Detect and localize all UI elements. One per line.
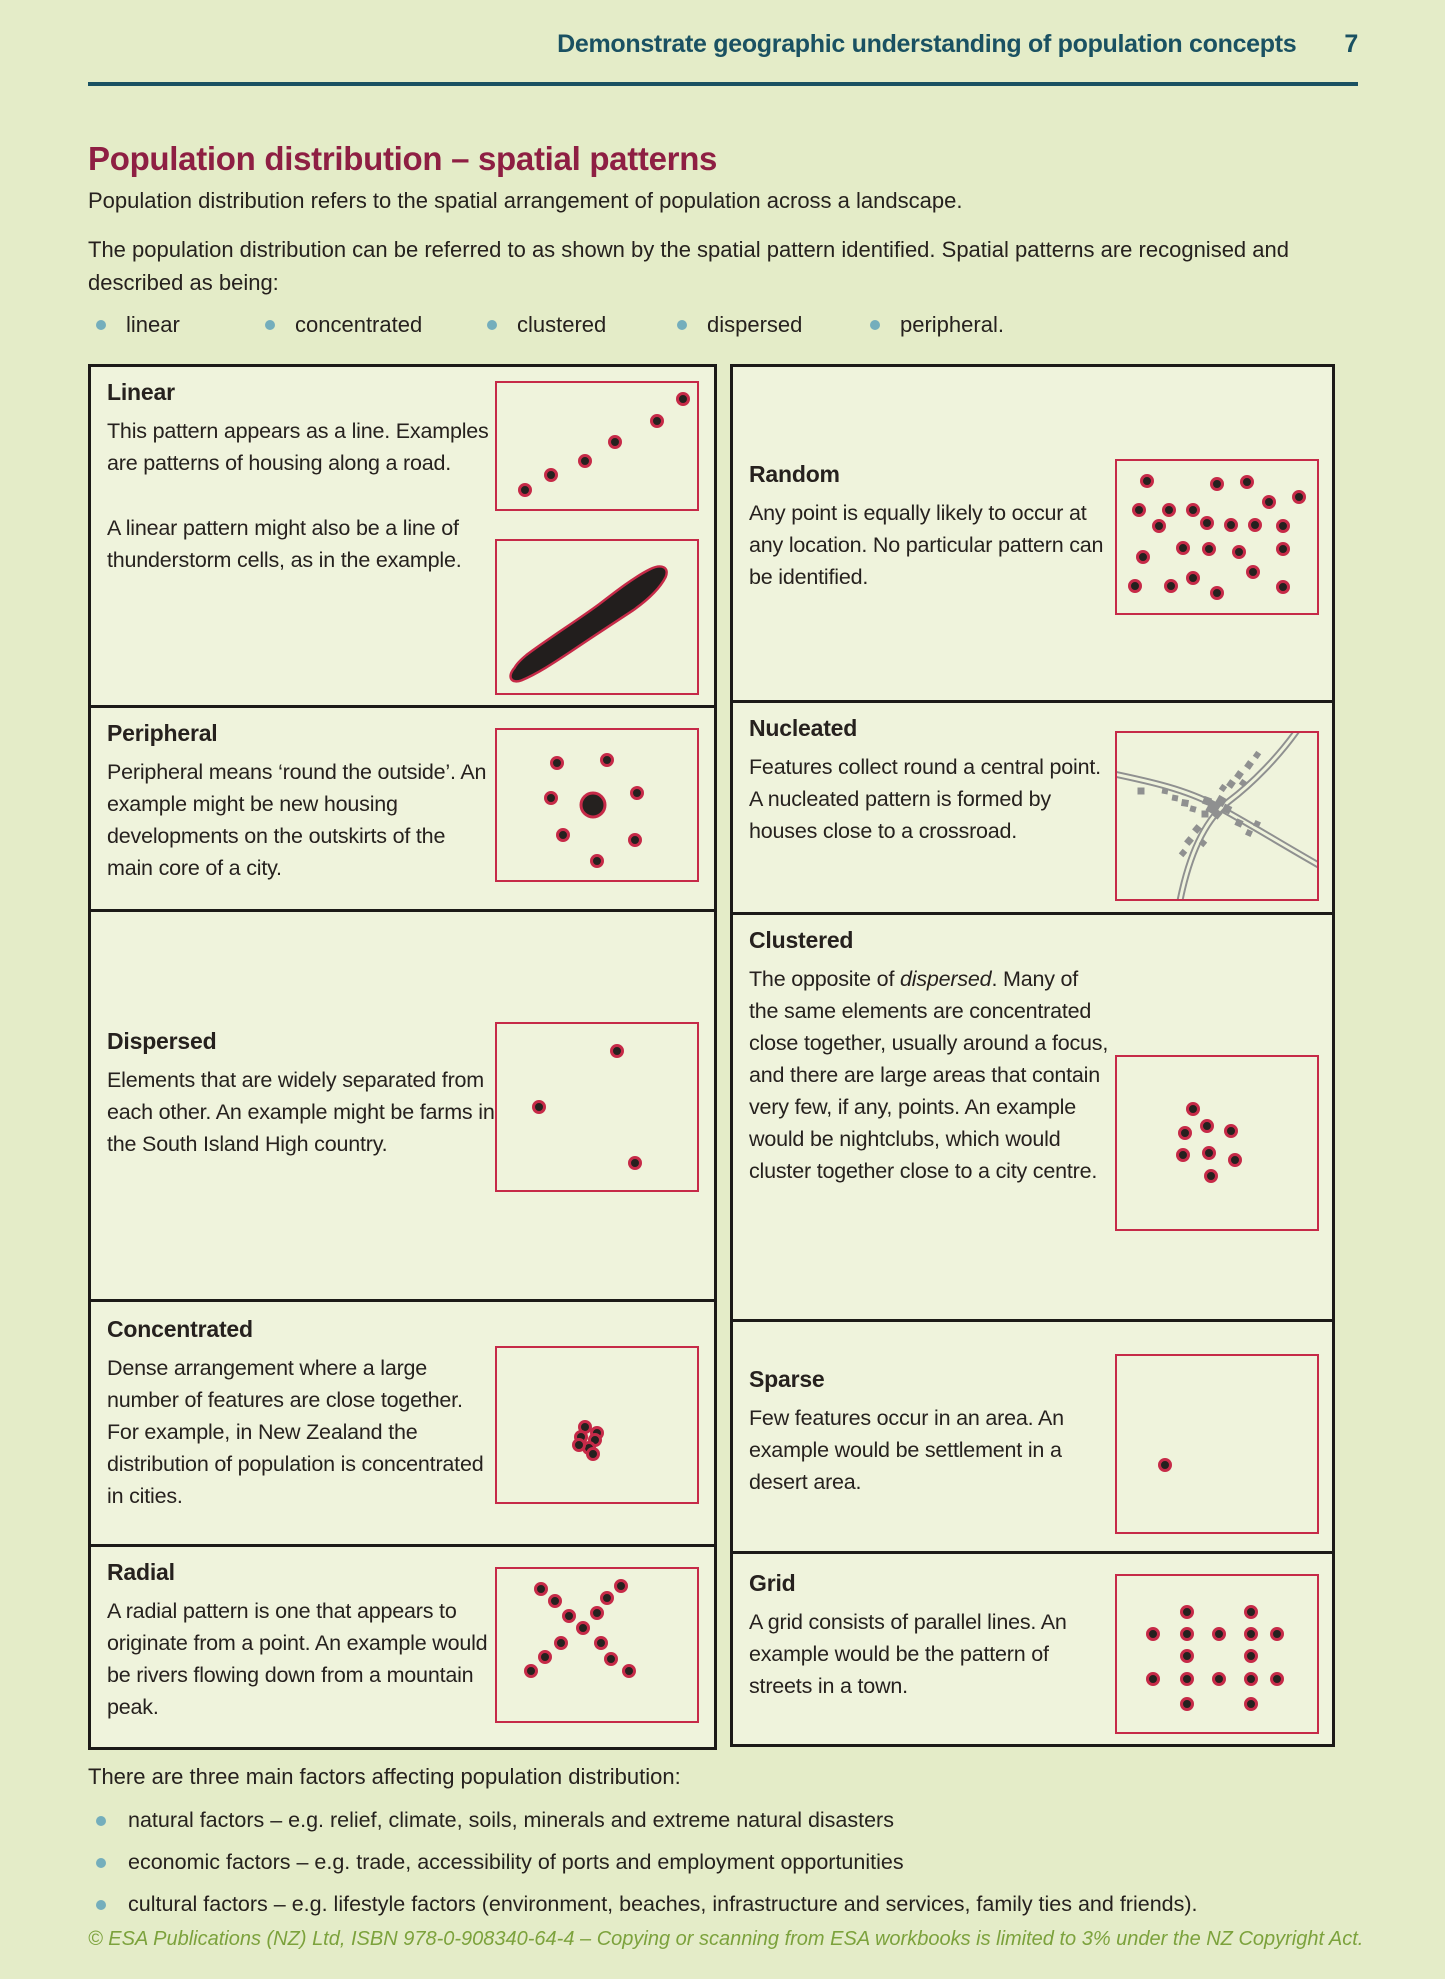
pattern-dot [554, 1636, 568, 1650]
pattern-dot [538, 1650, 552, 1664]
pattern-dot [610, 1044, 624, 1058]
pattern-dot [590, 1606, 604, 1620]
pattern-table-left-column [88, 364, 717, 1750]
pattern-dot [1228, 1153, 1242, 1167]
cell-body: Features collect round a central point. A nucleated pattern is formed by houses close to a crossroad. [749, 755, 1101, 843]
pattern-dot [1136, 550, 1150, 564]
pattern-dot [1270, 1627, 1284, 1641]
bullet-icon [96, 320, 106, 330]
page-header [88, 30, 1358, 59]
pattern-dot [604, 1652, 618, 1666]
house-square [1162, 788, 1169, 795]
pattern-dot [1224, 518, 1238, 532]
pattern-dot [1244, 1672, 1258, 1686]
header-rule [88, 82, 1358, 86]
pattern-dot [578, 454, 592, 468]
diagram-linear-dots [495, 381, 699, 511]
cell-body: Any point is equally likely to occur at any location. No particular pattern can be identified. [749, 501, 1104, 589]
pattern-dot [524, 1664, 538, 1678]
pattern-dot [1244, 1649, 1258, 1663]
pattern-dot [1180, 1627, 1194, 1641]
bullet-item-peripheral: peripheral. [870, 312, 1004, 338]
pattern-dot [1276, 542, 1290, 556]
pattern-dot [1262, 495, 1276, 509]
pattern-dot [550, 756, 564, 770]
diagram-dispersed [495, 1022, 699, 1192]
cell-heading: Peripheral [107, 720, 218, 746]
bullet-icon [870, 320, 880, 330]
pattern-dot [628, 1156, 642, 1170]
house-square [1202, 811, 1209, 818]
copyright-footer: © ESA Publications (NZ) Ltd, ISBN 978-0-908340-64-4 – Copying or scanning from ESA workbooks is limited to 3% under the NZ Copyright Act. [88, 1928, 1364, 1950]
pattern-dot [1140, 474, 1154, 488]
bullet-item-dispersed: dispersed [677, 312, 802, 338]
pattern-dot [1270, 1672, 1284, 1686]
pattern-dot [1224, 1124, 1238, 1138]
bullet-icon [487, 320, 497, 330]
pattern-dot [534, 1582, 548, 1596]
intro-paragraph-2: The population distribution can be referred to as shown by the spatial pattern identified. Spatial patterns are recognised and described as being: [88, 237, 1289, 295]
diagram-clustered [1115, 1055, 1319, 1231]
pattern-dot [1158, 1458, 1172, 1472]
cell-body: A radial pattern is one that appears to originate from a point. An example would be rivers flowing down from a mountain peak. [107, 1599, 488, 1719]
cell-concentrated [91, 1302, 714, 1547]
pattern-dot [1246, 565, 1260, 579]
pattern-dot [1244, 1697, 1258, 1711]
house-square [1181, 799, 1189, 807]
cell-heading: Linear [107, 379, 175, 405]
cell-random [733, 367, 1332, 703]
pattern-dot [1212, 1627, 1226, 1641]
cell-body: Elements that are widely separated from each other. An example might be farms in the South Island High country. [107, 1068, 495, 1156]
cell-nucleated [733, 703, 1332, 915]
pattern-dot [1152, 519, 1166, 533]
pattern-bullet-list [0, 312, 1445, 338]
pattern-dot [594, 1636, 608, 1650]
cell-heading: Grid [749, 1570, 796, 1596]
cell-heading: Dispersed [107, 1028, 217, 1054]
pattern-dot [572, 1438, 586, 1452]
pattern-center-dot [580, 792, 607, 819]
pattern-dot [562, 1609, 576, 1623]
pattern-dot [1202, 1146, 1216, 1160]
cell-grid [733, 1554, 1332, 1744]
page-header-title: Demonstrate geographic understanding of population concepts [557, 30, 1297, 58]
pattern-dot [1180, 1697, 1194, 1711]
diagram-nucleated [1115, 731, 1319, 901]
pattern-dot [556, 828, 570, 842]
pattern-dot [1232, 545, 1246, 559]
pattern-dot [628, 833, 642, 847]
pattern-dot [548, 1594, 562, 1608]
diagram-peripheral [495, 728, 699, 882]
bullet-icon [265, 320, 275, 330]
pattern-dot [532, 1100, 546, 1114]
diagram-random [1115, 459, 1319, 615]
pattern-dot [1202, 542, 1216, 556]
pattern-dot [544, 468, 558, 482]
pattern-dot [600, 1591, 614, 1605]
pattern-dot [1146, 1627, 1160, 1641]
cell-sparse [733, 1322, 1332, 1554]
cell-body: Few features occur in an area. An example would be settlement in a desert area. [749, 1406, 1064, 1494]
pattern-dot [1128, 579, 1142, 593]
pattern-dot [1212, 1672, 1226, 1686]
pattern-dot [630, 786, 644, 800]
cell-clustered [733, 915, 1332, 1322]
cell-heading: Radial [107, 1559, 175, 1585]
pattern-dot [1132, 503, 1146, 517]
pattern-dot [1180, 1672, 1194, 1686]
pattern-dot [1186, 1102, 1200, 1116]
pattern-dot [1164, 579, 1178, 593]
pattern-dot [1180, 1605, 1194, 1619]
pattern-dot [1180, 1649, 1194, 1663]
cell-body: This pattern appears as a line. Examples are patterns of housing along a road. [107, 419, 489, 475]
pattern-dot [1200, 1119, 1214, 1133]
pattern-dot [1204, 1169, 1218, 1183]
pattern-dot [586, 1447, 600, 1461]
pattern-dot [622, 1664, 636, 1678]
pattern-table-right-column [730, 364, 1335, 1747]
bullet-item-clustered: clustered [487, 312, 606, 338]
diagram-linear-thunderstorm [495, 539, 699, 695]
bullet-icon [96, 1900, 106, 1910]
cell-body: Peripheral means ‘round the outside’. An example might be new housing developments on the outskirts of the main core of a city. [107, 760, 487, 880]
pattern-dot [1244, 1605, 1258, 1619]
cell-body: Dense arrangement where a large number of features are close together. For example, in New Zealand the distribution of population is concentrated in cities. [107, 1356, 484, 1508]
bullet-icon [96, 1816, 106, 1826]
pattern-dot [1186, 503, 1200, 517]
pattern-dot [1210, 477, 1224, 491]
pattern-dot [1240, 475, 1254, 489]
pattern-dot [1176, 541, 1190, 555]
pattern-dot [676, 392, 690, 406]
cell-body: A linear pattern might also be a line of thunderstorm cells, as in the example. [107, 516, 462, 572]
cell-radial [91, 1547, 714, 1747]
pattern-dot [1146, 1672, 1160, 1686]
cell-heading: Random [749, 461, 840, 487]
pattern-dot [1244, 1627, 1258, 1641]
pattern-dot [1276, 580, 1290, 594]
intro-paragraph-1: Population distribution refers to the spatial arrangement of population across a landscape. [88, 188, 963, 213]
pattern-dot [576, 1621, 590, 1635]
diagram-grid [1115, 1574, 1319, 1734]
cell-heading: Concentrated [107, 1316, 253, 1342]
pattern-dot [650, 414, 664, 428]
pattern-dot [1186, 571, 1200, 585]
cell-dispersed [91, 912, 714, 1302]
page-title: Population distribution – spatial patterns [88, 140, 718, 177]
factor-item-economic: economic factors – e.g. trade, accessibility of ports and employment opportunities [96, 1850, 904, 1875]
bullet-icon [96, 1858, 106, 1868]
cell-heading: Clustered [749, 927, 854, 953]
house-square [1172, 794, 1179, 801]
pattern-dot [1162, 503, 1176, 517]
page-number: 7 [1344, 30, 1358, 58]
pattern-dot [518, 483, 532, 497]
diagram-concentrated [495, 1346, 699, 1504]
pattern-dot [1276, 519, 1290, 533]
pattern-dot [1200, 516, 1214, 530]
pattern-dot [614, 1579, 628, 1593]
pattern-dot [1248, 518, 1262, 532]
pattern-dot [1292, 490, 1306, 504]
cell-heading: Sparse [749, 1366, 825, 1392]
pattern-dot [600, 753, 614, 767]
factors-intro: There are three main factors affecting population distribution: [88, 1764, 681, 1789]
pattern-dot [608, 435, 622, 449]
pattern-dot [590, 854, 604, 868]
bullet-icon [677, 320, 687, 330]
factor-item-natural: natural factors – e.g. relief, climate, soils, minerals and extreme natural disasters [96, 1808, 894, 1833]
factor-item-cultural: cultural factors – e.g. lifestyle factors (environment, beaches, infrastructure and services, family ties and friends). [96, 1892, 1198, 1917]
cell-heading: Nucleated [749, 715, 858, 741]
diagram-sparse [1115, 1354, 1319, 1534]
cell-linear [91, 367, 714, 708]
diagram-radial [495, 1567, 699, 1723]
bullet-item-linear: linear [96, 312, 180, 338]
pattern-dot [1178, 1126, 1192, 1140]
thunderstorm-blob [497, 541, 697, 693]
pattern-dot [1176, 1148, 1190, 1162]
pattern-dot [1210, 586, 1224, 600]
cell-peripheral [91, 708, 714, 912]
bullet-item-concentrated: concentrated [265, 312, 422, 338]
pattern-dot [544, 791, 558, 805]
cell-body: A grid consists of parallel lines. An example would be the pattern of streets in a town. [749, 1610, 1067, 1698]
cell-body: The opposite of dispersed. Many of the same elements are concentrated close together, usually around a focus, and there are large areas that contain very few, if any, points. An example would be nightclubs, which would cluster together close to a city centre. [749, 967, 1109, 1183]
house-square [1138, 788, 1145, 795]
